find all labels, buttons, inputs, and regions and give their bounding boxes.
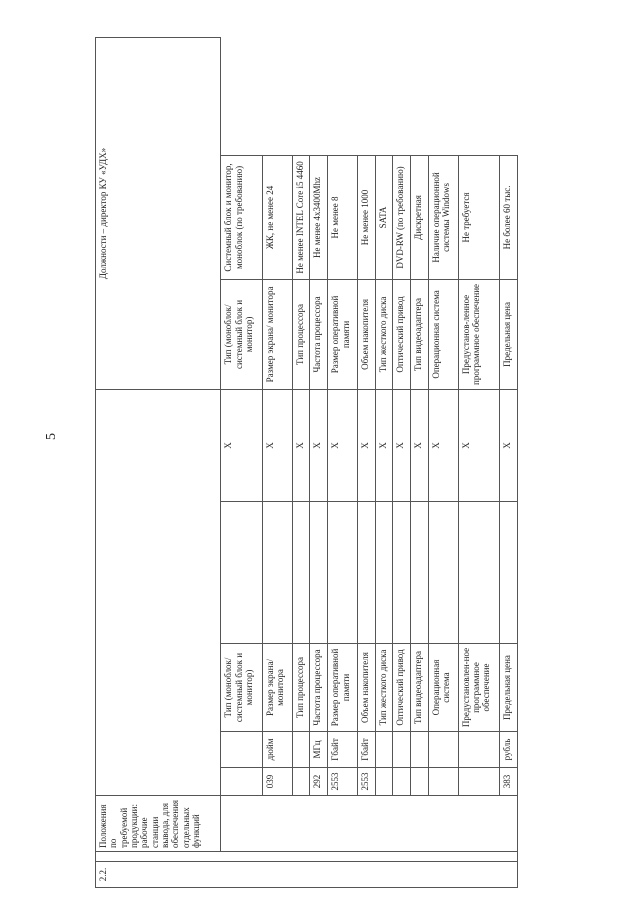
left-value-cell: [357, 502, 375, 644]
left-value-cell: [263, 502, 293, 644]
code-cell: [411, 768, 429, 796]
mark-cell: Х: [375, 389, 393, 501]
parameter-name-cell: Размер экрана/монитора: [263, 644, 293, 732]
mark-cell: Х: [310, 389, 328, 501]
table-row: [500, 37, 518, 887]
parameter-name-cell: Объем накопителя: [357, 644, 375, 732]
unit-cell: [428, 732, 458, 768]
position-header: Должности – директор КУ «УДХ»: [96, 37, 221, 389]
parameter-name-cell: Объем накопителя: [357, 279, 375, 389]
parameter-name-cell: Операционная система: [428, 279, 458, 389]
unit-cell: МГц: [310, 732, 328, 768]
mark-cell: Х: [357, 389, 375, 501]
parameter-name-cell: Тип (моноблок/ системный блок и монитор): [221, 644, 263, 732]
parameter-name-cell: Предустановлен-ное программное обеспечение: [458, 644, 500, 732]
mark-cell: Х: [458, 389, 500, 501]
parameter-name-cell: Тип (моноблок/ системный блок и монитор): [221, 279, 263, 389]
left-value-cell: [221, 502, 263, 644]
parameter-name-cell: Размер оперативной памяти: [328, 279, 358, 389]
name-cell-continued: [221, 796, 518, 852]
parameter-name-cell: Тип процессора: [292, 644, 310, 732]
parameter-value-cell: Системный блок и монитор, моноблок (по требованию): [221, 155, 263, 279]
unit-cell: [393, 732, 411, 768]
parameter-value-cell: SATA: [375, 155, 393, 279]
left-value-cell: [411, 502, 429, 644]
table-row: [310, 37, 328, 887]
unit-cell: рубль: [500, 732, 518, 768]
parameter-value-cell: Не менее 8: [328, 155, 358, 279]
table-row: [375, 37, 393, 887]
parameter-name-cell: Предельная цена: [500, 644, 518, 732]
parameter-name-cell: Размер оперативной памяти: [328, 644, 358, 732]
unit-cell: [411, 732, 429, 768]
unit-cell: Гбайт: [328, 732, 358, 768]
table-row: [328, 37, 358, 887]
table-row: [221, 37, 263, 887]
parameter-name-cell: Операционная система: [428, 644, 458, 732]
specification-table-rotated: [95, 38, 518, 888]
code-cell: [292, 768, 310, 796]
parameter-name-cell: Тип видеоадаптера: [411, 279, 429, 389]
left-value-cell: [328, 502, 358, 644]
parameter-value-cell: Дискретная: [411, 155, 429, 279]
specification-table: [95, 37, 518, 888]
parameter-name-cell: Оптический привод: [393, 279, 411, 389]
unit-cell: [292, 732, 310, 768]
code-cell: [428, 768, 458, 796]
code-cell: [221, 768, 263, 796]
code-cell: 039: [263, 768, 293, 796]
unit-cell: [458, 732, 500, 768]
table-row: [458, 37, 500, 887]
item-spacer-cell: [96, 852, 518, 862]
parameter-name-cell: Частота процессора: [310, 279, 328, 389]
mark-cell: Х: [263, 389, 293, 501]
code-cell: [393, 768, 411, 796]
mark-cell: Х: [328, 389, 358, 501]
code-cell: [458, 768, 500, 796]
parameter-name-cell: Оптический привод: [393, 644, 411, 732]
unit-cell: Гбайт: [357, 732, 375, 768]
left-value-cell: [292, 502, 310, 644]
parameter-name-cell: Тип жесткого диска: [375, 279, 393, 389]
parameter-value-cell: ЖК, не менее 24: [263, 155, 293, 279]
mark-cell: Х: [292, 389, 310, 501]
mark-cell: Х: [393, 389, 411, 501]
parameter-name-cell: Тип процессора: [292, 279, 310, 389]
parameter-value-cell: DVD-RW (по требованию): [393, 155, 411, 279]
parameter-value-cell: Не более 60 тыс.: [500, 155, 518, 279]
left-value-cell: [393, 502, 411, 644]
parameter-name-cell: Частота процессора: [310, 644, 328, 732]
parameter-name-cell: Тип видеоадаптера: [411, 644, 429, 732]
header-row: [96, 37, 221, 887]
code-cell: 2553: [328, 768, 358, 796]
mark-cell: Х: [500, 389, 518, 501]
left-value-cell: [375, 502, 393, 644]
table-row: [411, 37, 429, 887]
table-row: [263, 37, 293, 887]
table-row: [292, 37, 310, 887]
code-cell: 2553: [357, 768, 375, 796]
parameter-name-cell: Размер экрана/ монитора: [263, 279, 293, 389]
parameter-name-cell: Тип жесткого диска: [375, 644, 393, 732]
parameter-value-cell: Не менее INTEL Core i5 4460: [292, 155, 310, 279]
code-cell: 292: [310, 768, 328, 796]
item-name-cell: Положения по требуемой продукции: рабочие станции вывода, для обеспечения отдельных функций: [96, 796, 221, 852]
left-value-cell: [310, 502, 328, 644]
parameter-value-cell: Не требуется: [458, 155, 500, 279]
parameter-value-cell: Не менее 4х3400Mhz: [310, 155, 328, 279]
table-row: [428, 37, 458, 887]
blank-cell: [96, 389, 221, 795]
mark-cell: Х: [221, 389, 263, 501]
page-number: 5: [44, 433, 59, 440]
unit-cell: дюйм: [263, 732, 293, 768]
code-cell: [375, 768, 393, 796]
table-row: [393, 37, 411, 887]
left-value-cell: [500, 502, 518, 644]
parameter-name-cell: Предустанов-ленное программное обеспечение: [458, 279, 500, 389]
item-number-cell: 2.2.: [96, 862, 518, 888]
mark-cell: Х: [428, 389, 458, 501]
table-row: [357, 37, 375, 887]
mark-cell: Х: [411, 389, 429, 501]
unit-cell: [221, 732, 263, 768]
left-value-cell: [458, 502, 500, 644]
parameter-value-cell: Наличие операционной системы Windows: [428, 155, 458, 279]
parameter-value-cell: Не менее 1000: [357, 155, 375, 279]
parameter-name-cell: Предельная цена: [500, 279, 518, 389]
unit-cell: [375, 732, 393, 768]
code-cell: 383: [500, 768, 518, 796]
left-value-cell: [428, 502, 458, 644]
